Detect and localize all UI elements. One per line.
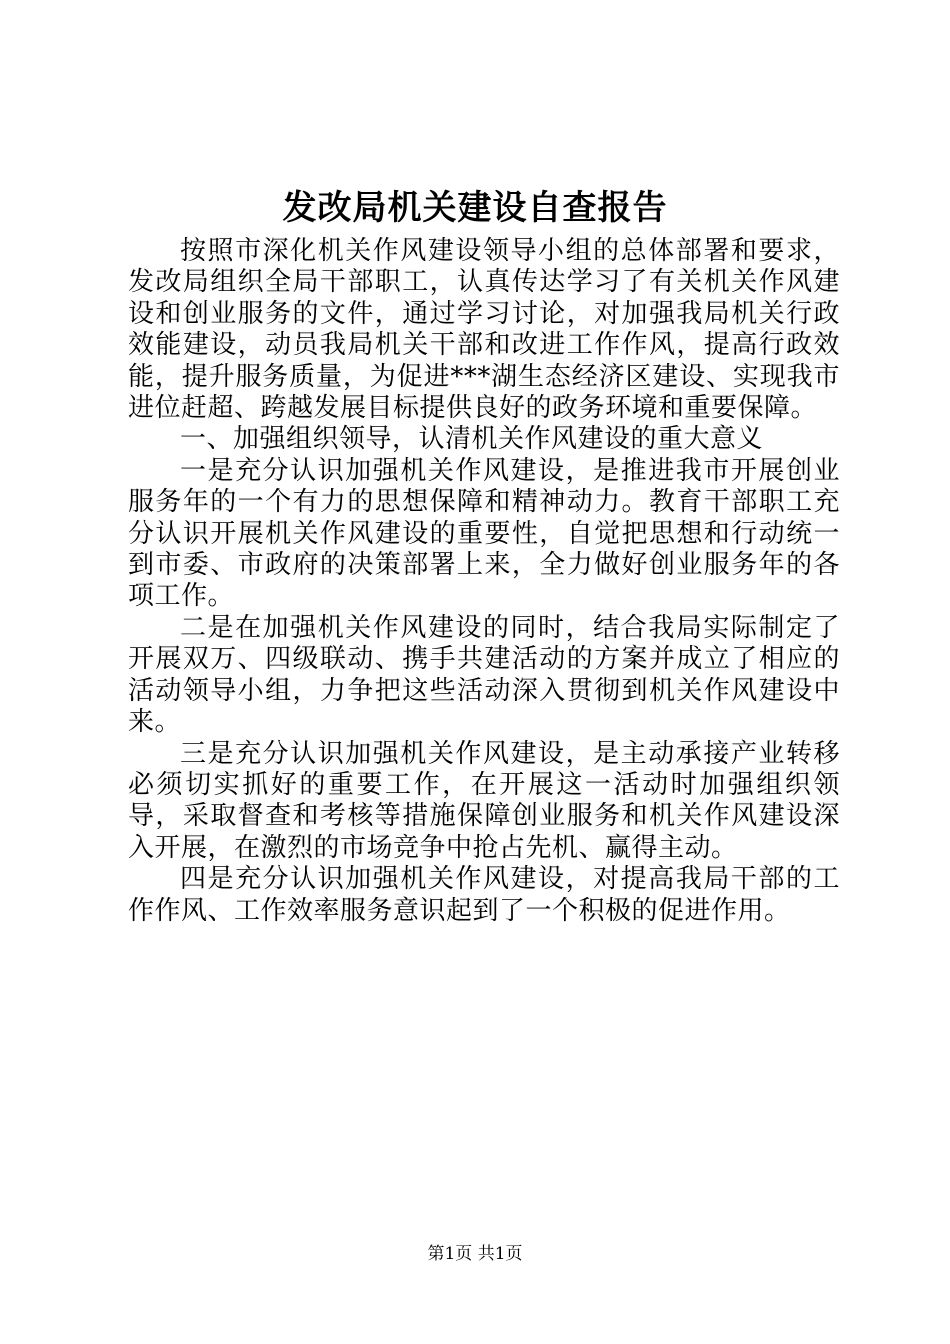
document-title: 发改局机关建设自查报告 <box>282 188 668 228</box>
document-body <box>128 236 840 927</box>
paragraph-point-4: 四是充分认识加强机关作风建设，对提高我局干部的工作作风、工作效率服务意识起到了一个积极的促进作用。 <box>128 864 840 926</box>
page-number-footer: 第1页 共1页 <box>427 1244 523 1264</box>
paragraph-intro: 按照市深化机关作风建设领导小组的总体部署和要求，发改局组织全局干部职工，认真传达学习了有关机关作风建设和创业服务的文件，通过学习讨论，对加强我局机关行政效能建设，动员我局机关干部和改进工作作风，提高行政效能，提升服务质量，为促进***湖生态经济区建设、实现我市进位赶超、跨越发展目标提供良好的政务环境和重要保障。 <box>128 236 840 424</box>
section-heading: 一、加强组织领导，认清机关作风建设的重大意义 <box>180 424 764 455</box>
paragraph-point-2: 二是在加强机关作风建设的同时，结合我局实际制定了开展双万、四级联动、携手共建活动的方案并成立了相应的活动领导小组，力争把这些活动深入贯彻到机关作风建设中来。 <box>128 612 840 738</box>
paragraph-point-3: 三是充分认识加强机关作风建设，是主动承接产业转移必须切实抓好的重要工作，在开展这一活动时加强组织领导，采取督查和考核等措施保障创业服务和机关作风建设深入开展，在激烈的市场竞争中抢占先机、赢得主动。 <box>128 738 840 863</box>
paragraph-point-1: 一是充分认识加强机关作风建设，是推进我市开展创业服务年的一个有力的思想保障和精神动力。教育干部职工充分认识开展机关作风建设的重要性，自觉把思想和行动统一到市委、市政府的决策部署上来，全力做好创业服务年的各项工作。 <box>128 455 840 612</box>
